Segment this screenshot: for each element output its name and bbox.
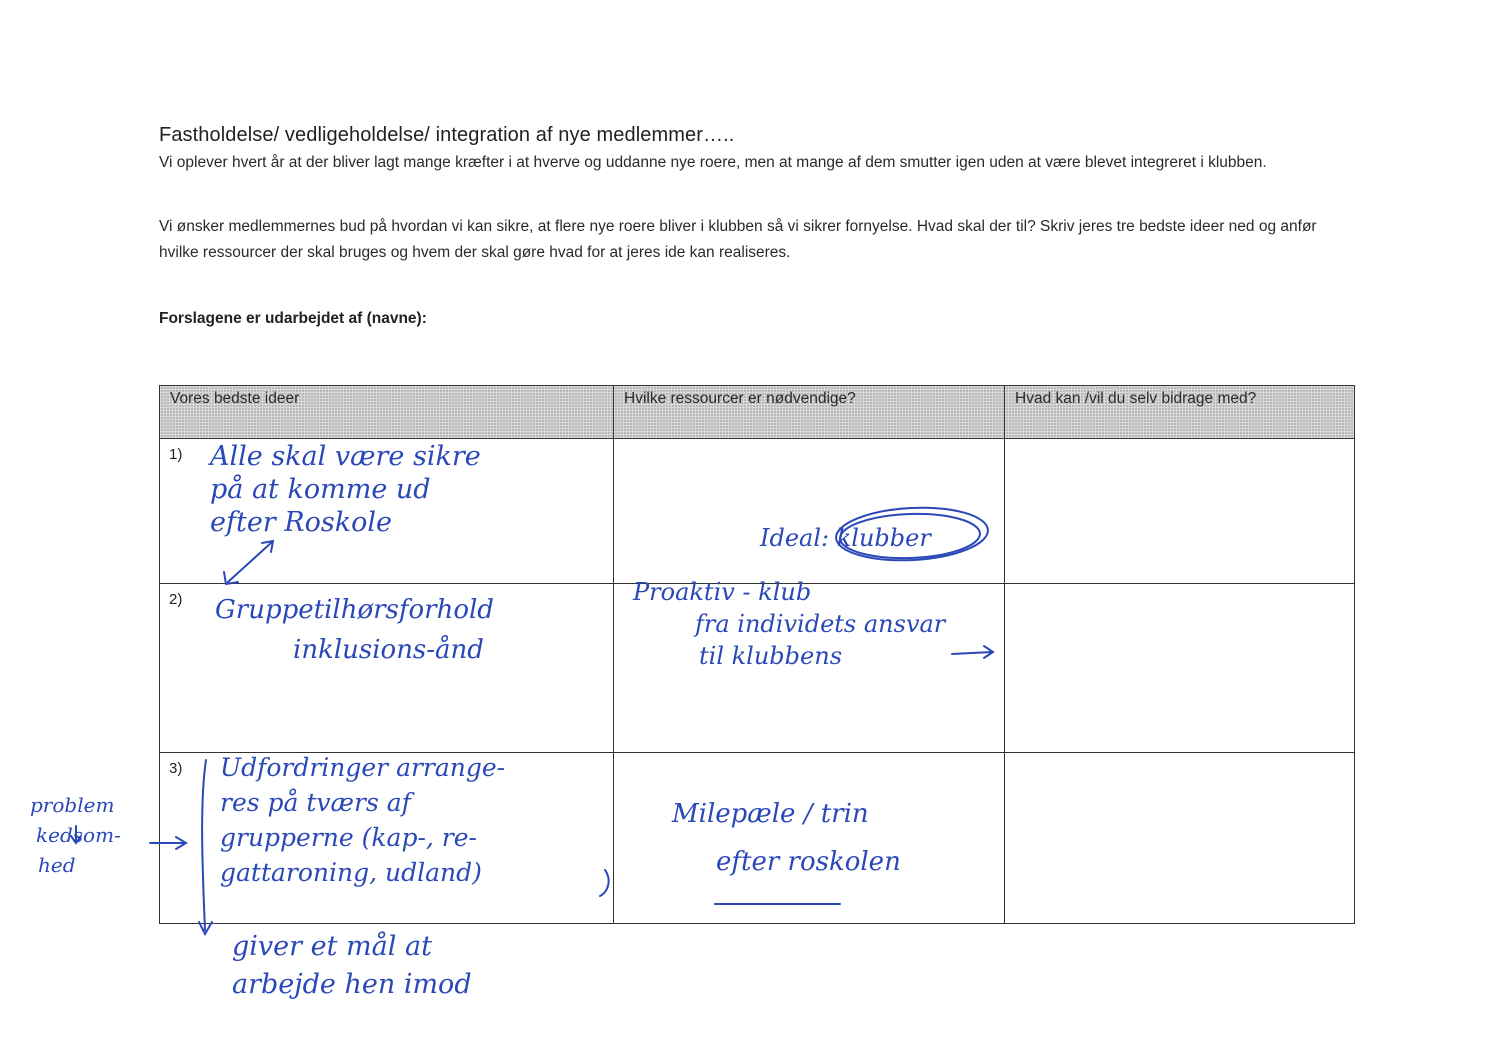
ink-line: efter roskolen — [716, 847, 901, 877]
authors-label: Forslagene er udarbejdet af (navne): — [159, 310, 427, 327]
ink-line: på at komme ud — [210, 474, 431, 505]
ink-line: problem — [30, 793, 115, 817]
ink-line: Alle skal være sikre — [210, 441, 481, 472]
ink-line: Udfordringer arrange- — [220, 753, 506, 782]
idea-cell-3[interactable] — [160, 753, 614, 924]
ink-line: gattaroning, udland) — [220, 858, 482, 887]
ink-line: efter Roskole — [210, 507, 392, 538]
ink-line: fra individets ansvar — [695, 610, 946, 638]
ink-line: Proaktiv - klub — [633, 578, 812, 606]
contribution-cell-2[interactable] — [1005, 584, 1355, 753]
ink-line: inklusions-ånd — [293, 635, 484, 665]
ideas-table — [159, 385, 1355, 924]
header-resources: Hvilke ressourcer er nødvendige? — [614, 386, 1005, 439]
handwriting-margin-note — [30, 790, 121, 880]
header-best-ideas: Vores bedste ideer — [160, 386, 614, 439]
idea-cell-2[interactable] — [160, 584, 614, 753]
ink-line: kedsom- — [36, 823, 121, 847]
ink-line: Gruppetilhørsforhold — [215, 595, 494, 625]
handwriting-resource-1: Ideal: klubber — [760, 524, 931, 552]
row-number: 3) — [169, 760, 183, 777]
header-contribution: Hvad kan /vil du selv bidrage med? — [1005, 386, 1355, 439]
intro-paragraph: Vi oplever hvert år at der bliver lagt mange kræfter i at hverve og uddanne nye roere, men at mange af dem smutter igen uden at være blevet integreret i klubben. — [159, 154, 1267, 171]
table-row — [160, 584, 1355, 753]
contribution-cell-3[interactable] — [1005, 753, 1355, 924]
resource-cell-3[interactable] — [614, 753, 1005, 924]
handwriting-below-table — [232, 928, 472, 1004]
resource-cell-2[interactable] — [614, 584, 1005, 753]
idea-cell-1[interactable] — [160, 439, 614, 584]
resource-cell-1[interactable] — [614, 439, 1005, 584]
row-number: 2) — [169, 591, 183, 608]
ink-line: grupperne (kap-, re- — [220, 823, 477, 852]
table-row — [160, 439, 1355, 584]
ink-line: res på tværs af — [220, 788, 411, 817]
instructions-paragraph: Vi ønsker medlemmernes bud på hvordan vi kan sikre, at flere nye roere bliver i klubben så vi sikrer fornyelse. Hvad skal der til? Skriv jeres tre bedste ideer ned og anfør hvilke ressourcer der skal bruges og hvem der skal gøre hvad for at jeres ide kan realiseres. — [159, 218, 1317, 261]
ink-line: til klubbens — [699, 642, 843, 670]
ink-line: giver et mål at — [232, 931, 432, 962]
contribution-cell-1[interactable] — [1005, 439, 1355, 584]
table-row — [160, 753, 1355, 924]
ink-line: hed — [38, 853, 76, 877]
document-title: Fastholdelse/ vedligeholdelse/ integration af nye medlemmer….. — [159, 124, 735, 146]
table-header-row — [160, 386, 1355, 439]
arrow-icon — [71, 826, 81, 843]
row-number: 1) — [169, 446, 183, 463]
ink-line: Milepæle / trin — [672, 799, 869, 829]
ink-line: arbejde hen imod — [232, 969, 472, 1000]
